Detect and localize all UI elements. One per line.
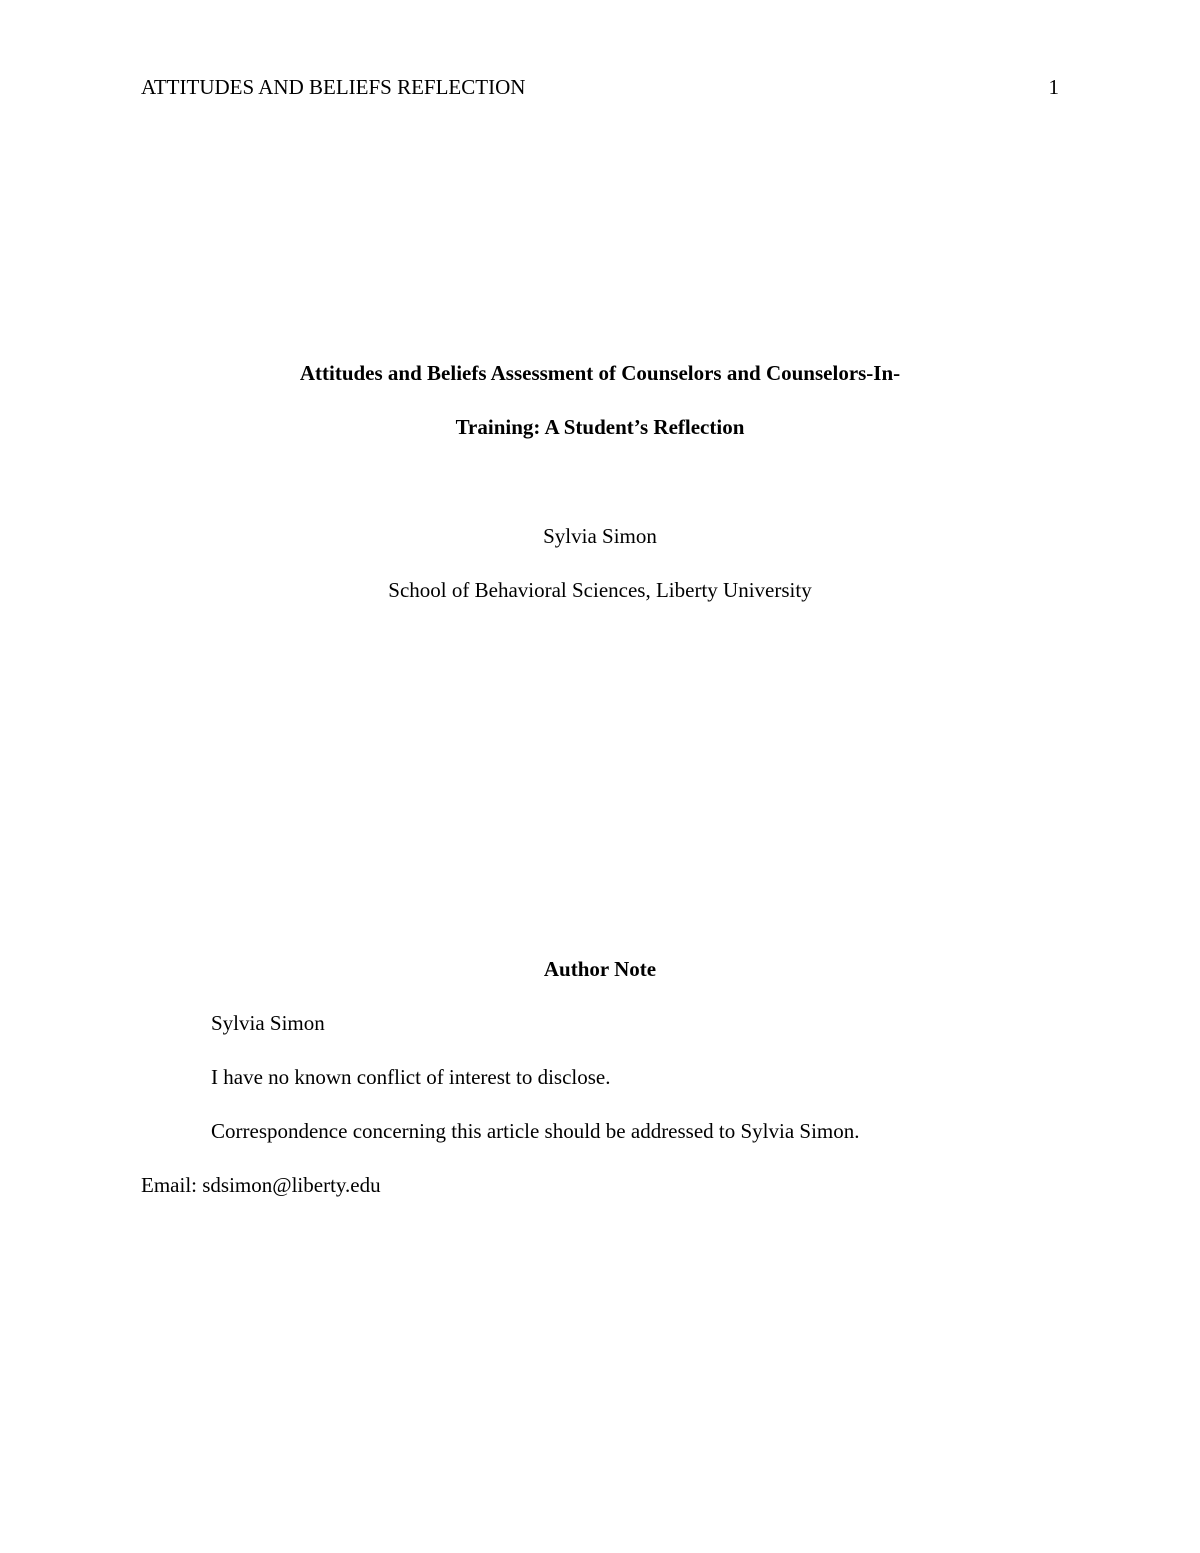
conflict-statement: I have no known conflict of interest to disclose.: [211, 1065, 611, 1089]
correspondence-statement: Correspondence concerning this article should be addressed to Sylvia Simon.: [211, 1119, 860, 1143]
author-note-heading: Author Note: [543, 957, 657, 981]
author-note-name: Sylvia Simon: [211, 1011, 325, 1035]
email-line: Email: sdsimon@liberty.edu: [141, 1173, 381, 1197]
author-affiliation: School of Behavioral Sciences, Liberty University: [388, 578, 812, 602]
page-number: 1: [1048, 75, 1059, 99]
title-line-2: Training: A Student’s Reflection: [455, 415, 745, 439]
title-line-1: Attitudes and Beliefs Assessment of Counselors and Counselors-In-: [299, 361, 901, 385]
author-name: Sylvia Simon: [543, 524, 657, 548]
running-head: ATTITUDES AND BELIEFS REFLECTION: [141, 75, 526, 99]
